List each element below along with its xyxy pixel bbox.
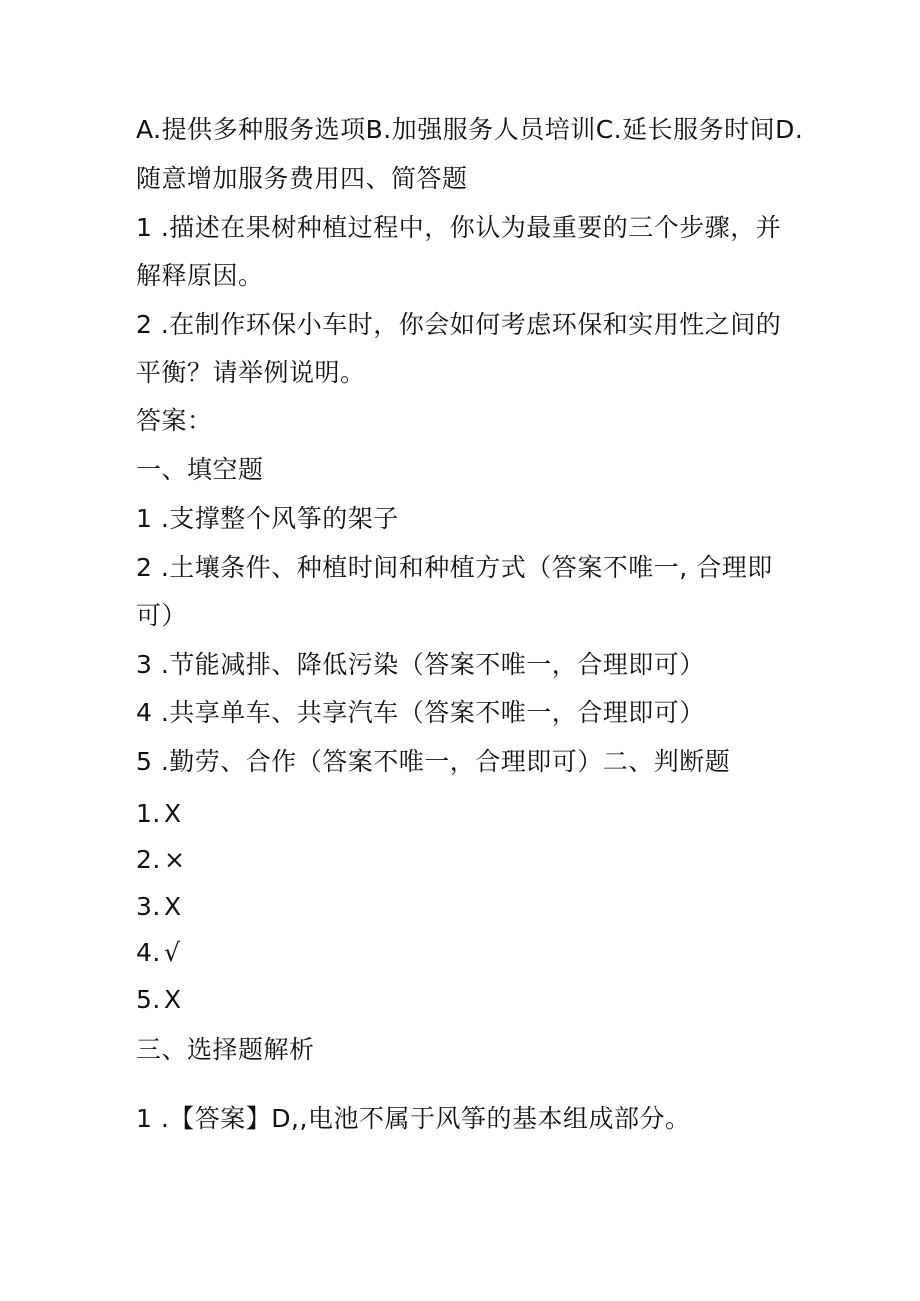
- true-false-mark: X: [164, 985, 182, 1014]
- choice-analysis-heading: 三、选择题解析: [136, 1035, 315, 1064]
- true-false-item-2: [136, 844, 185, 876]
- short-answer-q1-line-1: 1 .描述在果树种植过程中，你认为最重要的三个步骤，并: [136, 213, 782, 242]
- fill-blank-item-4: 4 .共享单车、共享汽车（答案不唯一，合理即可）: [136, 698, 705, 727]
- fill-blank-item-5: 5 .勤劳、合作（答案不唯一，合理即可）二、判断题: [136, 747, 731, 776]
- options-line-2: 随意增加服务费用四、简答题: [136, 164, 468, 193]
- true-false-num: 3.: [136, 892, 161, 921]
- choice-analysis-item-1: 1 .【答案】D,,电池不属于风筝的基本组成部分。: [136, 1104, 691, 1133]
- options-line-1: A.提供多种服务选项B.加强服务人员培训C.延长服务时间D.: [136, 115, 804, 144]
- true-false-item-5: [136, 984, 182, 1016]
- fill-blank-item-1: 1 .支撑整个风筝的架子: [136, 504, 399, 533]
- true-false-item-4: [136, 937, 180, 969]
- answers-heading: 答案：: [136, 406, 213, 435]
- fill-blank-item-2: 2 .土壤条件、种植时间和种植方式（答案不唯一, 合理即: [136, 553, 773, 582]
- true-false-num: 1.: [136, 799, 161, 828]
- true-false-num: 2.: [136, 845, 161, 874]
- true-false-mark: X: [164, 892, 182, 921]
- fill-blank-item-2-cont: 可）: [136, 601, 188, 630]
- true-false-mark: X: [164, 799, 182, 828]
- short-answer-q1-line-2: 解释原因。: [136, 261, 264, 290]
- true-false-mark: ×: [164, 845, 186, 874]
- true-false-item-1: [136, 798, 182, 830]
- true-false-num: 5.: [136, 985, 161, 1014]
- fill-blank-item-3: 3 .节能减排、降低污染（答案不唯一，合理即可）: [136, 650, 705, 679]
- true-false-mark: √: [164, 938, 181, 967]
- true-false-item-3: [136, 891, 182, 923]
- short-answer-q2-line-2: 平衡？请举例说明。: [136, 358, 366, 387]
- fill-blank-heading: 一、填空题: [136, 455, 264, 484]
- short-answer-q2-line-1: 2 .在制作环保小车时，你会如何考虑环保和实用性之间的: [136, 310, 782, 339]
- true-false-num: 4.: [136, 938, 161, 967]
